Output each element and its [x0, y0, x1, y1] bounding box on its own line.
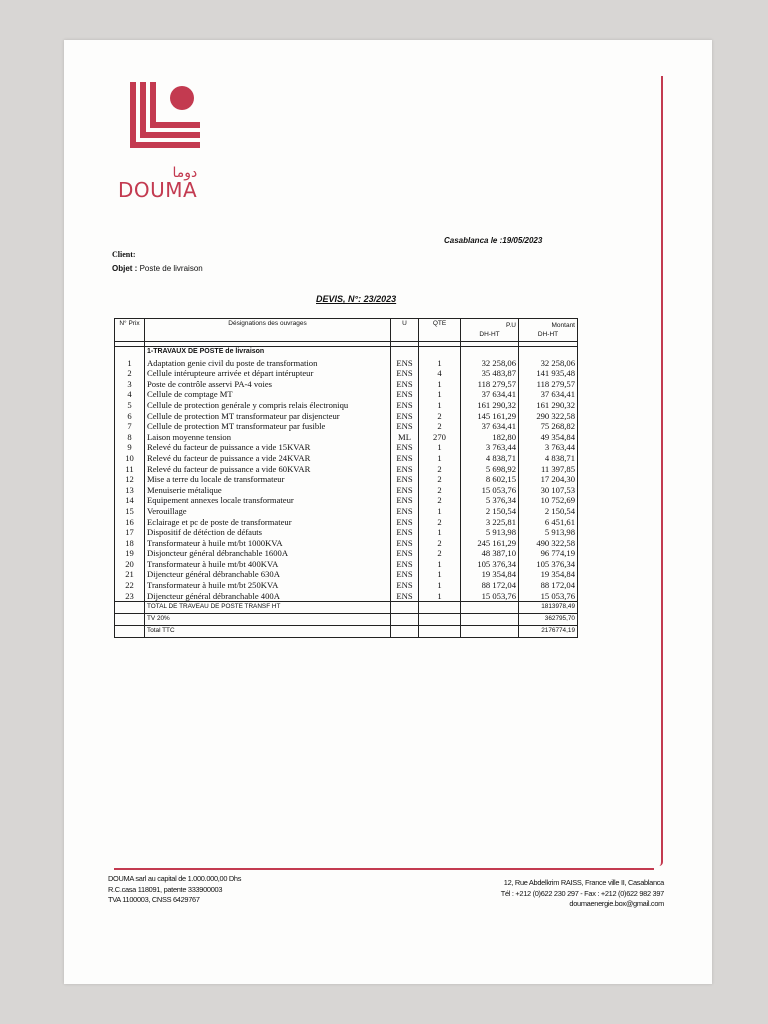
table-row — [115, 559, 578, 570]
objet-label: Objet : — [112, 264, 138, 273]
row-amount: 161 290,32 — [519, 400, 578, 411]
row-unit-price: 5 698,92 — [461, 464, 519, 475]
row-qty: 2 — [419, 517, 461, 528]
row-number: 7 — [115, 421, 145, 432]
table-row — [115, 400, 578, 411]
row-unit-price: 37 634,41 — [461, 389, 519, 400]
row-number: 12 — [115, 474, 145, 485]
row-designation: Cellule de protection MT transformateur par disjencteur — [145, 411, 391, 422]
row-designation: Dispositif de détéction de défauts — [145, 527, 391, 538]
company-logo-text: دوما DOUMA — [118, 165, 198, 202]
row-amount: 10 752,69 — [519, 495, 578, 506]
row-number: 18 — [115, 538, 145, 549]
row-amount: 17 204,30 — [519, 474, 578, 485]
total-value: 2176774,19 — [519, 626, 578, 638]
row-number: 16 — [115, 517, 145, 528]
row-amount: 49 354,84 — [519, 432, 578, 443]
header-pu-label: P.U — [506, 322, 516, 329]
row-unit: ENS — [391, 517, 419, 528]
header-num: N° Prix — [115, 319, 145, 342]
row-amount: 118 279,57 — [519, 379, 578, 390]
row-unit: ENS — [391, 495, 419, 506]
row-unit-price: 245 161,29 — [461, 538, 519, 549]
row-qty: 2 — [419, 495, 461, 506]
row-unit-price: 37 634,41 — [461, 421, 519, 432]
total-empty-cell — [391, 614, 419, 626]
row-amount: 32 258,06 — [519, 358, 578, 369]
table-row — [115, 379, 578, 390]
table-row — [115, 411, 578, 422]
row-unit-price: 105 376,34 — [461, 559, 519, 570]
table-row — [115, 591, 578, 602]
row-unit-price: 2 150,54 — [461, 506, 519, 517]
total-empty-cell — [419, 602, 461, 614]
footer-right-line: 12, Rue Abdelkrim RAISS, France ville II, Casablanca — [503, 878, 664, 887]
row-designation: Eclairage et pc de poste de transformateur — [145, 517, 391, 528]
row-unit: ENS — [391, 453, 419, 464]
total-empty-cell — [461, 602, 519, 614]
row-unit-price: 3 763,44 — [461, 442, 519, 453]
row-designation: Dijencteur général débranchable 400A — [145, 591, 391, 602]
row-qty: 4 — [419, 368, 461, 379]
header-montant-sub: DH-HT — [537, 331, 559, 338]
total-empty-cell — [115, 626, 145, 638]
row-designation: Disjoncteur général débranchable 1600A — [145, 548, 391, 559]
total-empty-cell — [419, 626, 461, 638]
row-amount: 96 774,19 — [519, 548, 578, 559]
row-designation: Transformateur à huile mt/bt 1000KVA — [145, 538, 391, 549]
row-unit: ENS — [391, 442, 419, 453]
total-empty-cell — [461, 614, 519, 626]
row-designation: Cellule de comptage MT — [145, 389, 391, 400]
row-unit-price: 8 602,15 — [461, 474, 519, 485]
total-label: Total TTC — [145, 626, 391, 638]
table-row — [115, 548, 578, 559]
header-pu — [461, 319, 519, 342]
row-number: 14 — [115, 495, 145, 506]
row-number: 11 — [115, 464, 145, 475]
total-label: TV 20% — [145, 614, 391, 626]
row-designation: Laison moyenne tension — [145, 432, 391, 443]
date-line: Casablanca le :19/05/2023 — [444, 236, 543, 245]
row-unit-price: 48 387,10 — [461, 548, 519, 559]
quote-table — [114, 318, 578, 638]
row-number: 10 — [115, 453, 145, 464]
row-number: 20 — [115, 559, 145, 570]
row-unit-price: 3 225,81 — [461, 517, 519, 528]
row-number: 4 — [115, 389, 145, 400]
row-unit: ENS — [391, 474, 419, 485]
row-designation: Dijencteur général débranchable 630A — [145, 569, 391, 580]
total-row — [115, 602, 578, 614]
table-row — [115, 442, 578, 453]
row-unit: ENS — [391, 591, 419, 602]
total-empty-cell — [115, 602, 145, 614]
row-amount: 3 763,44 — [519, 442, 578, 453]
row-designation: Transformateur à huile mt/bt 400KVA — [145, 559, 391, 570]
row-qty: 1 — [419, 580, 461, 591]
row-qty: 1 — [419, 527, 461, 538]
row-number: 2 — [115, 368, 145, 379]
row-designation: Adaptation genie civil du poste de transformation — [145, 358, 391, 369]
section-row — [115, 347, 578, 358]
row-unit: ENS — [391, 485, 419, 496]
row-qty: 2 — [419, 548, 461, 559]
table-row — [115, 358, 578, 369]
frame-bottom-line — [114, 866, 654, 870]
row-designation: Relevé du facteur de puissance a vide 60KVAR — [145, 464, 391, 475]
row-qty: 1 — [419, 453, 461, 464]
table-row — [115, 495, 578, 506]
row-unit-price: 145 161,29 — [461, 411, 519, 422]
row-amount: 141 935,48 — [519, 368, 578, 379]
total-empty-cell — [419, 614, 461, 626]
table-row — [115, 506, 578, 517]
row-designation: Relevé du facteur de puissance a vide 15KVAR — [145, 442, 391, 453]
footer-right-line: Tél : +212 (0)622 230 297 - Fax : +212 (0)622 982 397 — [500, 888, 664, 898]
total-label: TOTAL DE TRAVEAU DE POSTE TRANSF HT — [145, 602, 391, 614]
header-unit: U — [391, 319, 419, 342]
row-number: 17 — [115, 527, 145, 538]
row-amount: 105 376,34 — [519, 559, 578, 570]
objet-line — [112, 264, 203, 273]
row-amount: 5 913,98 — [519, 527, 578, 538]
header-designation: Désignations des ouvrages — [145, 319, 391, 342]
row-amount: 4 838,71 — [519, 453, 578, 464]
row-unit-price: 4 838,71 — [461, 453, 519, 464]
frame-right-line — [659, 76, 663, 866]
row-number: 8 — [115, 432, 145, 443]
header-qty: QTE — [419, 319, 461, 342]
row-amount: 88 172,04 — [519, 580, 578, 591]
total-empty-cell — [115, 614, 145, 626]
row-qty: 1 — [419, 559, 461, 570]
table-row — [115, 389, 578, 400]
row-unit-price: 5 913,98 — [461, 527, 519, 538]
row-qty: 1 — [419, 506, 461, 517]
row-number: 6 — [115, 411, 145, 422]
row-designation: Transformateur à huile mt/bt 250KVA — [145, 580, 391, 591]
row-qty: 2 — [419, 464, 461, 475]
row-designation: Cellule intérupteure arrivée et départ intérupteur — [145, 368, 391, 379]
row-unit-price: 35 483,87 — [461, 368, 519, 379]
row-unit: ENS — [391, 464, 419, 475]
row-amount: 290 322,58 — [519, 411, 578, 422]
table-row — [115, 453, 578, 464]
row-amount: 30 107,53 — [519, 485, 578, 496]
row-designation: Relevé du facteur de puissance a vide 24KVAR — [145, 453, 391, 464]
row-number: 13 — [115, 485, 145, 496]
row-number: 3 — [115, 379, 145, 390]
row-unit: ENS — [391, 411, 419, 422]
table-row — [115, 517, 578, 528]
row-amount: 75 268,82 — [519, 421, 578, 432]
row-unit-price: 19 354,84 — [461, 569, 519, 580]
table-header-row — [115, 319, 578, 342]
footer-left-line: DOUMA sarl au capital de 1.000.000,00 Dhs — [108, 874, 242, 883]
row-number: 23 — [115, 591, 145, 602]
document-page — [64, 40, 712, 984]
row-qty: 270 — [419, 432, 461, 443]
row-unit: ENS — [391, 559, 419, 570]
row-number: 1 — [115, 358, 145, 369]
table-row — [115, 368, 578, 379]
row-unit-price: 5 376,34 — [461, 495, 519, 506]
row-qty: 1 — [419, 591, 461, 602]
row-number: 5 — [115, 400, 145, 411]
row-designation: Verouillage — [145, 506, 391, 517]
footer-left — [108, 874, 241, 906]
row-unit: ENS — [391, 358, 419, 369]
row-unit: ENS — [391, 368, 419, 379]
row-qty: 1 — [419, 569, 461, 580]
row-amount: 15 053,76 — [519, 591, 578, 602]
row-amount: 11 397,85 — [519, 464, 578, 475]
row-qty: 2 — [419, 411, 461, 422]
row-unit-price: 32 258,06 — [461, 358, 519, 369]
row-unit: ENS — [391, 569, 419, 580]
row-unit: ENS — [391, 400, 419, 411]
table-row — [115, 474, 578, 485]
row-unit: ENS — [391, 379, 419, 390]
table-row — [115, 485, 578, 496]
row-unit: ENS — [391, 548, 419, 559]
row-qty: 2 — [419, 421, 461, 432]
row-qty: 1 — [419, 400, 461, 411]
total-row — [115, 626, 578, 638]
objet-value: Poste de livraison — [139, 264, 203, 273]
row-unit: ENS — [391, 580, 419, 591]
row-qty: 1 — [419, 389, 461, 400]
footer-left-line: TVA 1100003, CNSS 6429767 — [108, 895, 200, 904]
row-number: 21 — [115, 569, 145, 580]
row-designation: Cellule de protection genérale y compris relais électroniqu — [145, 400, 391, 411]
row-designation: Mise a terre du locale de transformateur — [145, 474, 391, 485]
row-unit-price: 118 279,57 — [461, 379, 519, 390]
row-qty: 2 — [419, 474, 461, 485]
row-qty: 1 — [419, 379, 461, 390]
table-row — [115, 527, 578, 538]
row-unit-price: 161 290,32 — [461, 400, 519, 411]
row-qty: 2 — [419, 485, 461, 496]
row-amount: 2 150,54 — [519, 506, 578, 517]
row-unit-price: 15 053,76 — [461, 485, 519, 496]
footer-right — [501, 878, 664, 910]
section-label: 1-TRAVAUX DE POSTE de livraison — [145, 347, 391, 358]
header-montant-label: Montant — [551, 322, 575, 329]
row-number: 22 — [115, 580, 145, 591]
footer-right-line: doumaenergie.box@gmail.com — [569, 899, 664, 908]
row-designation: Cellule de protection MT transformateur par fusible — [145, 421, 391, 432]
row-amount: 19 354,84 — [519, 569, 578, 580]
row-unit: ENS — [391, 421, 419, 432]
table-row — [115, 580, 578, 591]
total-empty-cell — [461, 626, 519, 638]
row-qty: 1 — [419, 442, 461, 453]
client-label: Client: — [112, 250, 136, 259]
row-qty: 1 — [419, 358, 461, 369]
row-number: 19 — [115, 548, 145, 559]
row-unit-price: 88 172,04 — [461, 580, 519, 591]
row-unit: ENS — [391, 527, 419, 538]
total-row — [115, 614, 578, 626]
row-unit: ENS — [391, 538, 419, 549]
row-unit-price: 182,80 — [461, 432, 519, 443]
row-designation: Poste de contrôle asservi PA-4 voies — [145, 379, 391, 390]
row-amount: 6 451,61 — [519, 517, 578, 528]
total-empty-cell — [391, 602, 419, 614]
row-number: 15 — [115, 506, 145, 517]
row-qty: 2 — [419, 538, 461, 549]
table-row — [115, 464, 578, 475]
row-number: 9 — [115, 442, 145, 453]
table-row — [115, 432, 578, 443]
total-value: 1813978,49 — [519, 602, 578, 614]
row-amount: 490 322,58 — [519, 538, 578, 549]
table-row — [115, 569, 578, 580]
row-designation: Menuiserie métalique — [145, 485, 391, 496]
total-empty-cell — [391, 626, 419, 638]
row-unit-price: 15 053,76 — [461, 591, 519, 602]
devis-title: DEVIS, N°: 23/2023 — [316, 294, 397, 304]
total-value: 362795,70 — [519, 614, 578, 626]
row-amount: 37 634,41 — [519, 389, 578, 400]
footer-left-line: R.C.casa 118091, patente 333900003 — [108, 884, 223, 894]
row-designation: Equipement annexes locale transformateur — [145, 495, 391, 506]
header-pu-sub: DH-HT — [479, 331, 500, 338]
row-unit: ML — [391, 432, 419, 443]
row-unit: ENS — [391, 389, 419, 400]
table-row — [115, 421, 578, 432]
row-unit: ENS — [391, 506, 419, 517]
header-montant — [519, 319, 578, 342]
table-row — [115, 538, 578, 549]
